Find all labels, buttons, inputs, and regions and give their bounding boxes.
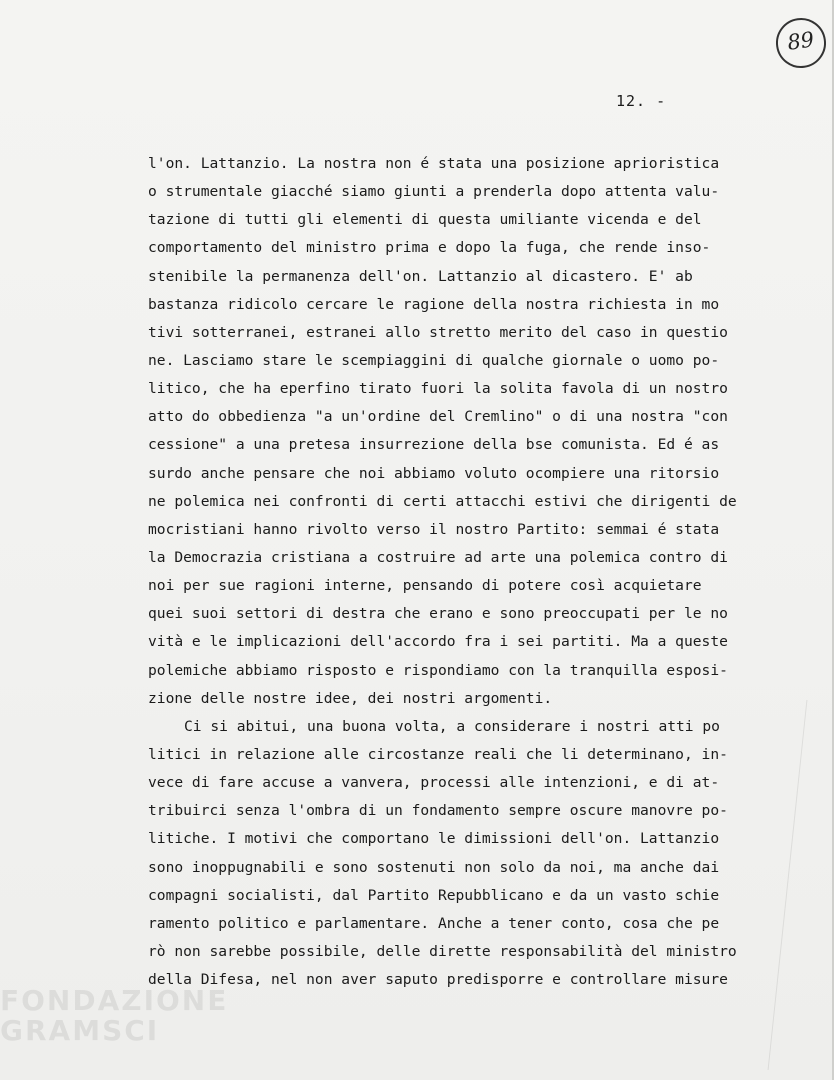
text-line: zione delle nostre idee, dei nostri argomenti.: [148, 689, 553, 707]
text-line: della Difesa, nel non aver saputo predisporre e controllare misure: [148, 971, 728, 989]
text-line: stenibile la permanenza dell'on. Lattanzio al dicastero. E' ab: [148, 267, 693, 285]
text-line: litici in relazione alle circostanze reali che li determinano, in-: [148, 745, 728, 763]
text-line: mocristiani hanno rivolto verso il nostro Partito: semmai é stata: [148, 520, 720, 538]
text-line: atto do obbedienza "a un'ordine del Cremlino" o di una nostra "con: [148, 408, 728, 426]
text-line: vece di fare accuse a vanvera, processi alle intenzioni, e di at-: [148, 774, 720, 792]
text-line: o strumentale giacché siamo giunti a prenderla dopo attenta valu-: [148, 183, 720, 201]
text-line: litico, che ha eperfino tirato fuori la solita favola di un nostro: [148, 380, 728, 398]
text-line: quei suoi settori di destra che erano e sono preoccupati per le no: [148, 605, 728, 623]
text-line: tazione di tutti gli elementi di questa umiliante vicenda e del: [148, 211, 702, 229]
text-line: l'on. Lattanzio. La nostra non é stata una posizione aprioristica: [148, 155, 720, 172]
text-line: tribuirci senza l'ombra di un fondamento sempre oscure manovre po-: [148, 802, 728, 820]
watermark-line: FONDAZIONE: [0, 984, 229, 1017]
text-line: tivi sotterranei, estranei allo stretto merito del caso in questio: [148, 323, 728, 341]
text-line: cessione" a una pretesa insurrezione della bse comunista. Ed é as: [148, 436, 720, 454]
text-line: rò non sarebbe possibile, delle dirette responsabilità del ministro: [148, 942, 737, 960]
text-line: ne. Lasciamo stare le scempiaggini di qualche giornale o uomo po-: [148, 351, 720, 369]
watermark-line: GRAMSCI: [0, 1014, 160, 1047]
text-line: comportamento del ministro prima e dopo la fuga, che rende inso-: [148, 239, 711, 257]
text-line: polemiche abbiamo risposto e rispondiamo con la tranquilla esposi-: [148, 661, 728, 679]
text-line: sono inoppugnabili e sono sostenuti non solo da noi, ma anche dai: [148, 858, 720, 876]
page-number: 12. -: [616, 92, 667, 110]
text-line: ne polemica nei confronti di certi attacchi estivi che dirigenti de: [148, 492, 737, 510]
text-line: la Democrazia cristiana a costruire ad arte una polemica contro di: [148, 548, 728, 566]
text-line: vità e le implicazioni dell'accordo fra i sei partiti. Ma a queste: [148, 633, 728, 651]
stamp-number: 89: [785, 27, 816, 55]
text-line-paragraph-start: Ci si abitui, una buona volta, a considerare i nostri atti po: [184, 717, 720, 735]
text-line: litiche. I motivi che comportano le dimissioni dell'on. Lattanzio: [148, 830, 720, 848]
text-line: bastanza ridicolo cercare le ragione della nostra richiesta in mo: [148, 295, 720, 313]
archive-watermark: [0, 984, 229, 1047]
text-line: noi per sue ragioni interne, pensando di potere così acquietare: [148, 577, 702, 595]
typewritten-text: [148, 150, 818, 994]
archive-number-stamp: [773, 15, 829, 71]
text-line: ramento politico e parlamentare. Anche a tener conto, cosa che pe: [148, 914, 720, 932]
text-line: compagni socialisti, dal Partito Repubblicano e da un vasto schie: [148, 886, 720, 904]
text-line: surdo anche pensare che noi abbiamo voluto ocompiere una ritorsio: [148, 464, 720, 482]
